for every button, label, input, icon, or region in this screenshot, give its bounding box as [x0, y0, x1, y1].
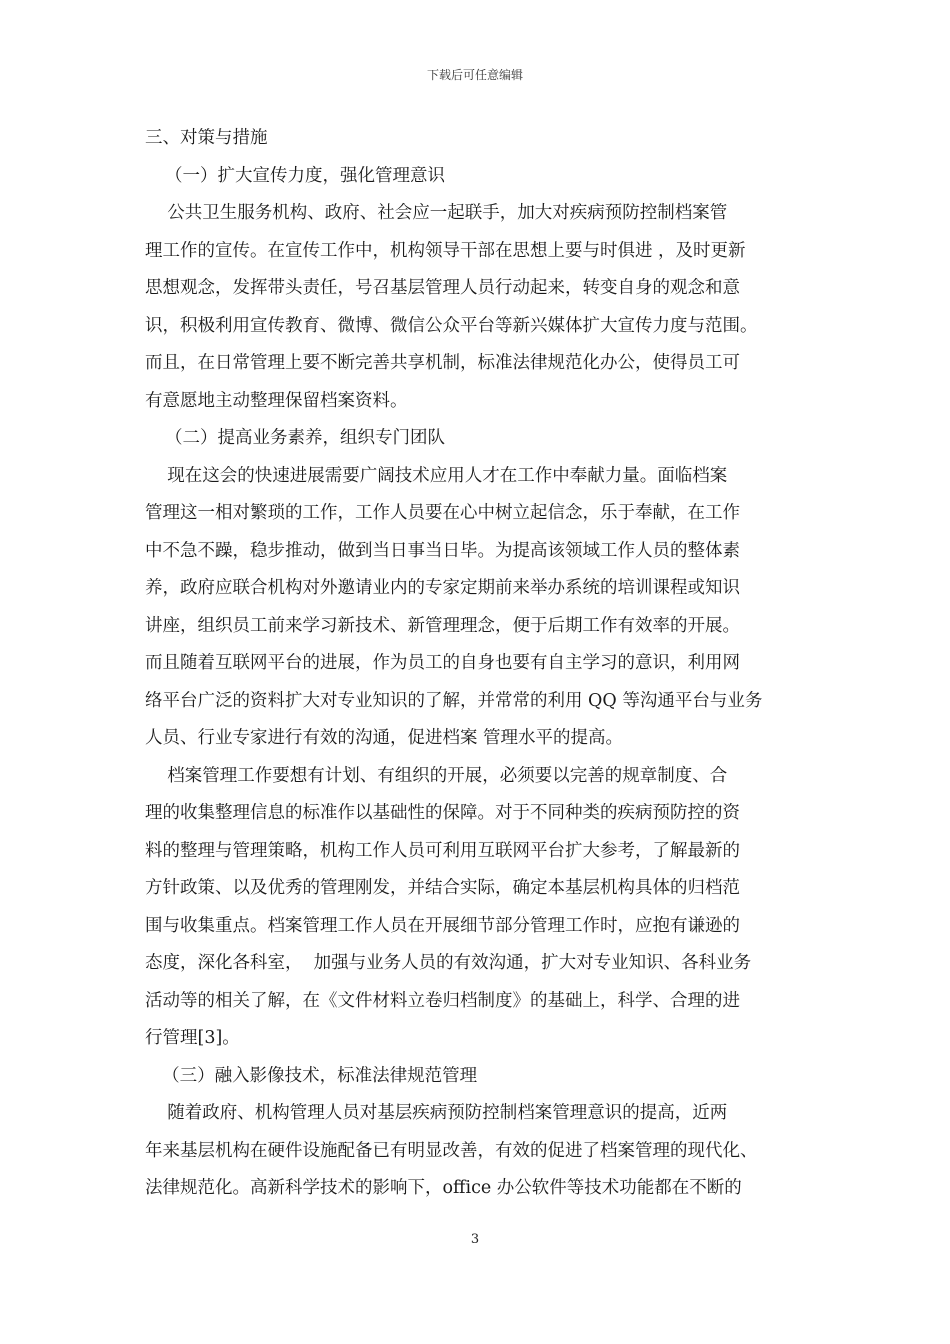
paragraph-line: 随着政府、机构管理人员对基层疾病预防控制档案管理意识的提高，近两 [145, 1103, 728, 1123]
document-body [145, 120, 810, 1208]
paragraph-line: 管理这一相对繁琐的工作，工作人员要在心中树立起信念，乐于奉献，在工作 [145, 503, 740, 523]
paragraph-line: 人员、行业专家进行有效的沟通，促进档案 管理水平的提高。 [145, 728, 624, 748]
subsection-heading-2: （二）提高业务素养，组织专门团队 [165, 428, 445, 448]
paragraph-line: 料的整理与管理策略，机构工作人员可利用互联网平台扩大参考，了解最新的 [145, 840, 740, 861]
paragraph-line: 现在这会的快速进展需要广阔技术应用人才在工作中奉献力量。面临档案 [145, 465, 728, 486]
paragraph-line: 年来基层机构在硬件设施配备已有明显改善，有效的促进了档案管理的现代化、 [145, 1140, 758, 1161]
paragraph-line: 档案管理工作要想有计划、有组织的开展，必须要以完善的规章制度、合 [145, 765, 728, 786]
paragraph-line: 中不急不躁，稳步推动，做到当日事当日毕。为提高该领域工作人员的整体素 [145, 540, 740, 561]
page-header: 下载后可任意编辑 [426, 68, 523, 82]
paragraph-line: 而且，在日常管理上要不断完善共享机制，标准法律规范化办公，使得员工可 [145, 353, 740, 373]
paragraph-line: 而且随着互联网平台的进展，作为员工的自身也要有自主学习的意识，利用网 [145, 653, 740, 673]
subsection-heading-1: （一）扩大宣传力度，强化管理意识 [165, 165, 445, 186]
paragraph-line: 理工作的宣传。在宣传工作中，机构领导干部在思想上要与时俱进 ，及时更新 [145, 240, 746, 261]
paragraph-line: 有意愿地主动整理保留档案资料。 [145, 390, 408, 411]
section-heading: 三、对策与措施 [145, 128, 268, 148]
subsection-heading-3: （三）融入影像技术，标准法律规范管理 [151, 1065, 478, 1086]
paragraph-line: 讲座，组织员工前来学习新技术、新管理理念，便于后期工作有效率的开展。 [145, 615, 740, 636]
page-number: 3 [470, 1232, 480, 1247]
paragraph-line: 法律规范化。高新科学技术的影响下，office 办公软件等技术功能都在不断的 [145, 1178, 742, 1198]
paragraph-line: 态度，深化各科室， 加强与业务人员的有效沟通，扩大对专业知识、各科业务 [145, 953, 752, 973]
paragraph-line: 方针政策、以及优秀的管理刚发，并结合实际，确定本基层机构具体的归档范 [145, 878, 740, 898]
paragraph-line: 养，政府应联合机构对外邀请业内的专家定期前来举办系统的培训课程或知识 [145, 578, 740, 598]
paragraph-line: 思想观念，发挥带头责任，号召基层管理人员行动起来，转变自身的观念和意 [145, 278, 740, 298]
paragraph-line: 活动等的相关了解，在《文件材料立卷归档制度》的基础上，科学、合理的进 [145, 990, 740, 1011]
paragraph-line: 行管理[3]。 [145, 1028, 240, 1048]
paragraph-line: 理的收集整理信息的标准作以基础性的保障。对于不同种类的疾病预防控的资 [145, 803, 740, 823]
paragraph-line: 围与收集重点。档案管理工作人员在开展细节部分管理工作时，应抱有谦逊的 [145, 915, 740, 936]
paragraph-line: 公共卫生服务机构、政府、社会应一起联手，加大对疾病预防控制档案管 [145, 203, 728, 223]
paragraph-line: 识，积极利用宣传教育、微博、微信公众平台等新兴媒体扩大宣传力度与范围。 [145, 315, 758, 336]
paragraph-line: 络平台广泛的资料扩大对专业知识的了解，并常常的利用 QQ 等沟通平台与业务 [145, 690, 763, 711]
